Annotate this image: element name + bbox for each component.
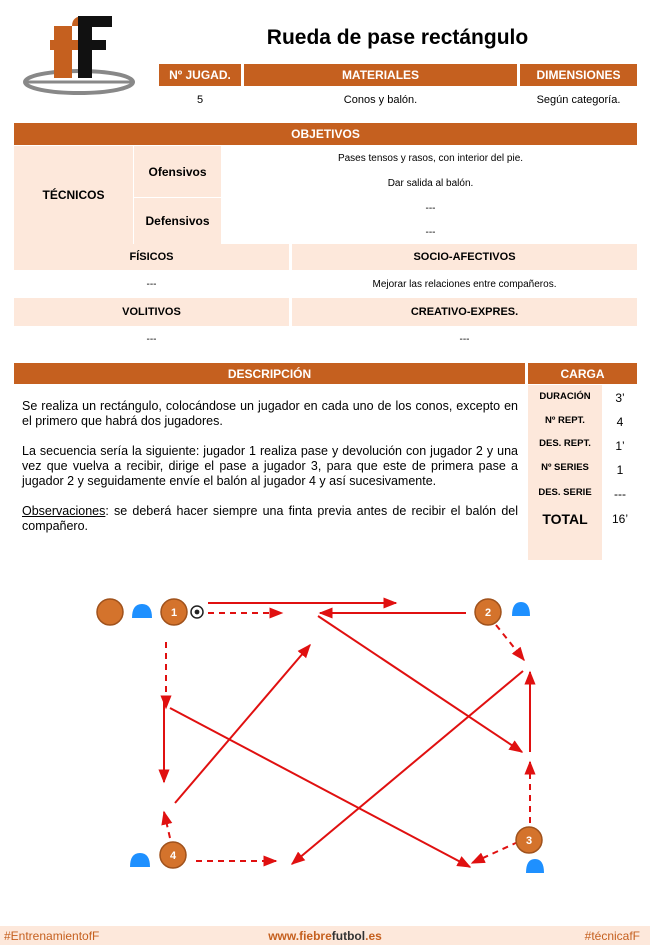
descripcion-header: DESCRIPCIÓN [14,363,525,384]
tecnicos-label: TÉCNICOS [14,146,133,244]
player-1-number: 1 [170,607,178,619]
creativo-label: CREATIVO-EXPRES. [292,298,637,326]
move-arrow-4 [472,842,518,863]
fisicos-label: FÍSICOS [14,244,289,270]
footer-hashtag-right[interactable]: #técnicafF [584,929,640,943]
logo [22,10,140,114]
carga-label-repeticiones: Nº REPT. [545,415,585,426]
ball-icon [191,606,203,618]
carga-label-descanso-serie: DES. SERIE [538,487,592,498]
footer [0,926,650,945]
socio-afectivos-label: SOCIO-AFECTIVOS [292,244,637,270]
carga-value-repeticiones: 4 [616,415,624,429]
carga-header: CARGA [528,363,637,384]
ofensivos-item-2: Dar salida al balón. [387,177,474,189]
footer-site-prefix: www.fiebre [268,929,332,943]
player-2-number: 2 [484,607,492,619]
descripcion-body [22,399,518,534]
player-4-number: 4 [169,850,177,862]
defensivos-item-2: --- [425,226,436,238]
cone-icon [132,604,152,618]
creativo-value: --- [459,333,470,345]
descripcion-paragraph-1: Se realiza un rectángulo, colocándose un jugador en cada uno de los conos, excepto en el primero que habrá dos jugadores. [22,399,518,428]
page-title: Rueda de pase rectángulo [266,26,529,49]
ofensivos-label: Ofensivos [134,146,221,197]
footer-website-link[interactable] [0,929,650,943]
move-arrow-7 [164,812,170,838]
logo-graphic [22,10,140,114]
footer-hashtag-left[interactable]: #EntrenamientofF [4,929,100,943]
carga-label-series: Nº SERIES [541,462,589,473]
exercise-diagram [0,580,650,890]
player-4 [160,842,186,868]
cone-icon [512,602,530,616]
movement-arrows [164,613,533,863]
value-jugadores: 5 [196,94,204,106]
player-2 [475,599,501,625]
carga-total-value: 16’ [611,512,628,526]
carga-value-descanso-rept: 1’ [615,439,625,453]
col-header-dimensiones: DIMENSIONES [520,64,637,86]
col-header-jugadores: Nº JUGAD. [159,64,241,86]
value-dimensiones: Según categoría. [536,94,621,106]
player-3-number: 3 [525,835,533,847]
move-arrow-2 [496,625,524,660]
carga-value-descanso-serie: --- [614,487,626,501]
carga-value-duracion: 3’ [615,391,625,405]
player-extra [97,599,123,625]
objetivos-header: OBJETIVOS [14,123,637,145]
observaciones-text: : se deberá hacer siempre una finta previa antes de recibir el balón del compañero. [22,504,518,533]
col-header-materiales: MATERIALES [244,64,517,86]
pass-arrow-2-4 [292,671,523,864]
volitivos-label: VOLITIVOS [14,298,289,326]
fisicos-value: --- [146,278,157,290]
carga-value-series: 1 [616,463,624,477]
volitivos-value: --- [146,333,157,345]
cone-icon [130,853,150,867]
pass-arrow-1-3 [318,616,522,752]
ofensivos-item-1: Pases tensos y rasos, con interior del pie. [337,152,524,164]
player-1 [161,599,187,625]
cone-icon [526,859,544,873]
carga-label-descanso-rept: DES. REPT. [539,438,591,449]
observaciones-label: Observaciones [22,504,106,518]
descripcion-paragraph-2: La secuencia sería la siguiente: jugador 1 realiza pase y devolución con jugador 2 y una vez que vuelva a recibir, dirige el pase a jugador 3, para que este de primera pase a jugador 2 y seguidamente envíe el balón al jugador 4 y así sucesivamente. [22,444,518,488]
observaciones-paragraph [22,504,518,534]
player-3 [516,827,542,853]
pass-arrow-diagonal [170,708,470,867]
pass-arrows [164,603,533,867]
socio-afectivos-value: Mejorar las relaciones entre compañeros. [372,278,557,290]
pass-arrow-4-1 [175,645,310,803]
footer-site-suffix: .es [365,929,382,943]
cones [130,602,544,873]
defensivos-label: Defensivos [134,198,221,244]
value-materiales: Conos y balón. [343,94,418,106]
defensivos-item-1: --- [425,202,436,214]
footer-site-mid: futbol [331,929,366,943]
carga-total-label: TOTAL [542,511,588,527]
carga-label-duracion: DURACIÓN [539,391,591,402]
